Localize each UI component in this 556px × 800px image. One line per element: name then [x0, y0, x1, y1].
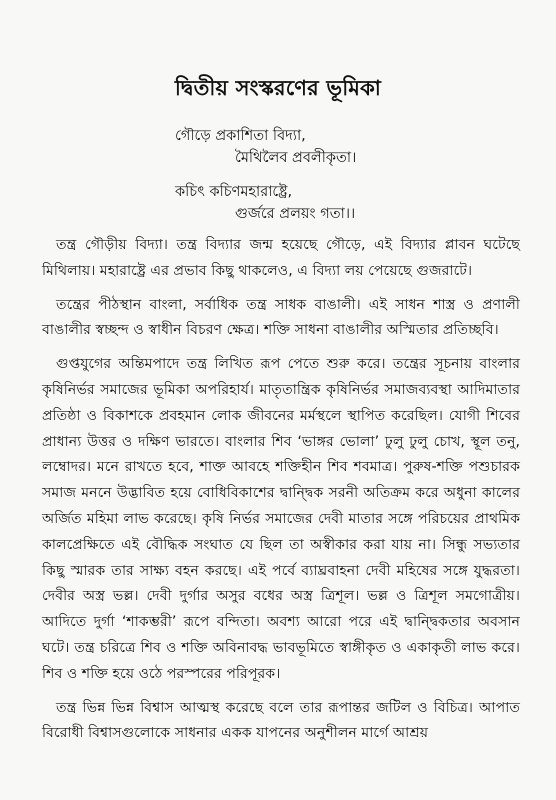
verse-line-3: কচিৎ কচিণমহারাষ্ট্রে, [175, 184, 293, 200]
verse-line-1: গৌড়ে প্রকাশিতা বিদ্যা, [175, 128, 306, 144]
paragraph-3: গুপ্তযুগের অন্তিমপাদে তন্ত্র লিখিত রূপ পেতে শুরু করে। তন্ত্রের সূচনায় বাংলার কৃষিনির্ভর সমাজের ভূমিকা অপরিহার্য। মাতৃতান্ত্রিক কৃষিনির্ভর সমাজব্যবস্থা আদিমাতার প্রতিষ্ঠা ও বিকাশকে প্রবহমান লোক জীবনের মর্মস্থলে স্থাপিত করেছিল। যোগী শিবের প্রাধান্য উত্তর ও দক্ষিণ ভারতে। বাংলার শিব ‘ভাঙ্গর ভোলা’ ঢুলু ঢুলু চোখ, স্থূল তনু, লম্বোদর। মনে রাখতে হবে, শাক্ত আবহে শক্তিহীন শিব শবমাত্র। পুরুষ-শক্তি পশুচারক সমাজ মননে উদ্ভাবিত হয়ে বোধিবিকাশের দ্বান্দ্বিক সরনী অতিক্রম করে অধুনা কালের অর্জিত মহিমা লাভ করেছে। কৃষি নির্ভর সমাজের দেবী মাতার সঙ্গে পরিচয়ের প্রাথমিক কালপ্রেক্ষিতে এই বৌদ্ধিক সংঘাত যে ছিল তা অস্বীকার করা যায় না। সিন্ধু সভ্যতার কিছু স্মারক তার সাক্ষ্য বহন করছে। এই পর্বে ব্যাঘ্রবাহনা দেবী মহিষের সঙ্গে যুদ্ধরতা। দেবীর অস্ত্র ভল্ল। দেবী দুর্গার অসুর বধের অস্ত্র ত্রিশূল। ভল্ল ও ত্রিশূল সমগোত্রীয়। আদিতে দুর্গা ‘শাকম্ভরী’ রূপে বন্দিতা। অবশ্য আরো পরে এই দ্বান্দ্বিকতার অবসান ঘটে। তন্ত্র চরিত্রে শিব ও শক্তি অবিনাবদ্ধ ভাবভূমিতে স্বাঙ্গীকৃত ও একাকৃতী লাভ করে। শিব ও শক্তি হয়ে ওঠে পরস্পরের পরিপূরক। [42, 356, 520, 682]
body-text [42, 233, 520, 747]
page-title: দ্বিতীয় সংস্করণের ভূমিকা [174, 76, 382, 100]
verse-line-2: মৈথিলৈব প্রবলীকৃতা। [235, 150, 357, 166]
sanskrit-verse [175, 125, 505, 225]
paragraph-1: তন্ত্র গৌড়ীয় বিদ্যা। তন্ত্র বিদ্যার জন্ম হয়েছে গৌড়ে, এই বিদ্যার প্লাবন ঘটেছে মিথিলায়। মহারাষ্ট্রে এর প্রভাব কিছু থাকলেও, এ বিদ্যা লয় পেয়েছে গুজরাটে। [42, 237, 520, 279]
paragraph-4: তন্ত্র ভিন্ন ভিন্ন বিশ্বাস আত্মস্থ করেছে বলে তার রূপান্তর জটিল ও বিচিত্র। আপাত বিরোধী বিশ্বাসগুলোকে সাধনার একক যাপনের অনুশীলন মার্গে আশ্রয় [42, 699, 520, 742]
paragraph-2: তন্ত্রের পীঠস্থান বাংলা, সর্বাধিক তন্ত্র সাধক বাঙালী। এই সাধন শাস্ত্র ও প্রণালী বাঙালীর স্বচ্ছন্দ ও স্বাধীন বিচরণ ক্ষেত্র। শক্তি সাধনা বাঙালীর অস্মিতার প্রতিচ্ছবি। [42, 296, 520, 339]
verse-line-4: গুর্জরে প্রলয়ং গতা।। [235, 206, 356, 222]
